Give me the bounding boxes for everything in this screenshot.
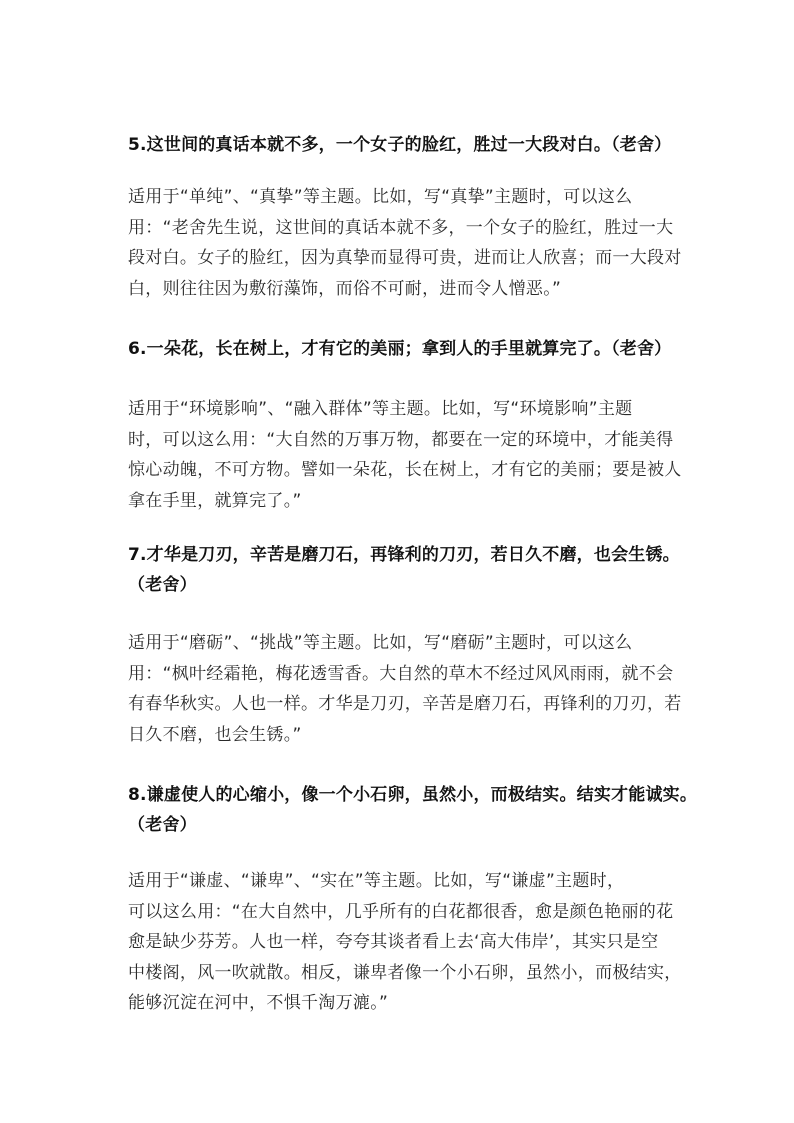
heading-line: （老舍） [128,575,197,595]
paragraph-line: 白，则往往因为敷衍藻饰，而俗不可耐，进而令人憎恶。” [128,278,562,299]
heading-line: 7.才华是刀刃，辛苦是磨刀石，再锋利的刀刃，若日久不磨，也会生锈。 [128,545,680,565]
quote-heading-6 [128,334,671,364]
paragraph-line: 有春华秋实。人也一样。才华是刀刃，辛苦是磨刀石，再锋利的刀刃，若 [128,694,682,714]
paragraph-line: 能够沉淀在河中，不惧千淘万漉。” [128,993,389,1013]
paragraph-line: 拿在手里，就算完了。” [128,490,302,511]
usage-paragraph-5 [128,182,682,304]
paragraph-line: 日久不磨，也会生锈。” [128,724,302,745]
paragraph-line: 适用于“环境影响”、“融入群体”等主题。比如，写“环境影响”主题 [128,399,633,419]
paragraph-line: 段对白。女子的脸红，因为真挚而显得可贵，进而让人欣喜；而一大段对 [128,248,682,268]
heading-line: 5.这世间的真话本就不多，一个女子的脸红，胜过一大段对白。（老舍） [128,135,672,155]
paragraph-line: 适用于“谦虚、“谦卑”、“实在”等主题。比如，写“谦虚”主题时， [128,871,625,891]
paragraph-line: 用：“老舍先生说，这世间的真话本就不多，一个女子的脸红，胜过一大 [128,217,674,238]
usage-paragraph-8 [128,866,682,1019]
usage-paragraph-6 [128,394,682,516]
heading-line: （老舍） [128,815,197,835]
paragraph-line: 中楼阁，风一吹就散。相反，谦卑者像一个小石卵，虽然小，而极结实， [128,962,682,983]
heading-line: 8.谦虚使人的心缩小，像一个小石卵，虽然小，而极结实。结实才能诚实。 [128,785,698,805]
usage-paragraph-7 [128,628,682,750]
paragraph-line: 可以这么用：“在大自然中，几乎所有的白花都很香，愈是颜色艳丽的花 [128,901,674,922]
paragraph-line: 用：“枫叶经霜艳，梅花透雪香。大自然的草木不经过风风雨雨，就不会 [128,663,674,684]
quote-heading-8 [128,780,697,840]
paragraph-line: 时，可以这么用：“大自然的万事万物，都要在一定的环境中，才能美得 [128,429,674,450]
quote-heading-7 [128,540,680,600]
paragraph-line: 惊心动魄，不可方物。譬如一朵花，长在树上，才有它的美丽；要是被人 [128,460,682,480]
paragraph-line: 愈是缺少芬芳。人也一样，夸夸其谈者看上去‘高大伟岸’，其实只是空 [128,932,659,952]
paragraph-line: 适用于“单纯”、“真挚”等主题。比如，写“真挚”主题时，可以这么 [128,187,633,207]
paragraph-line: 适用于“磨砺”、“挑战”等主题。比如，写“磨砺”主题时，可以这么 [128,633,633,653]
heading-line: 6.一朵花，长在树上，才有它的美丽；拿到人的手里就算完了。（老舍） [128,339,672,359]
quote-heading-5 [128,130,671,160]
